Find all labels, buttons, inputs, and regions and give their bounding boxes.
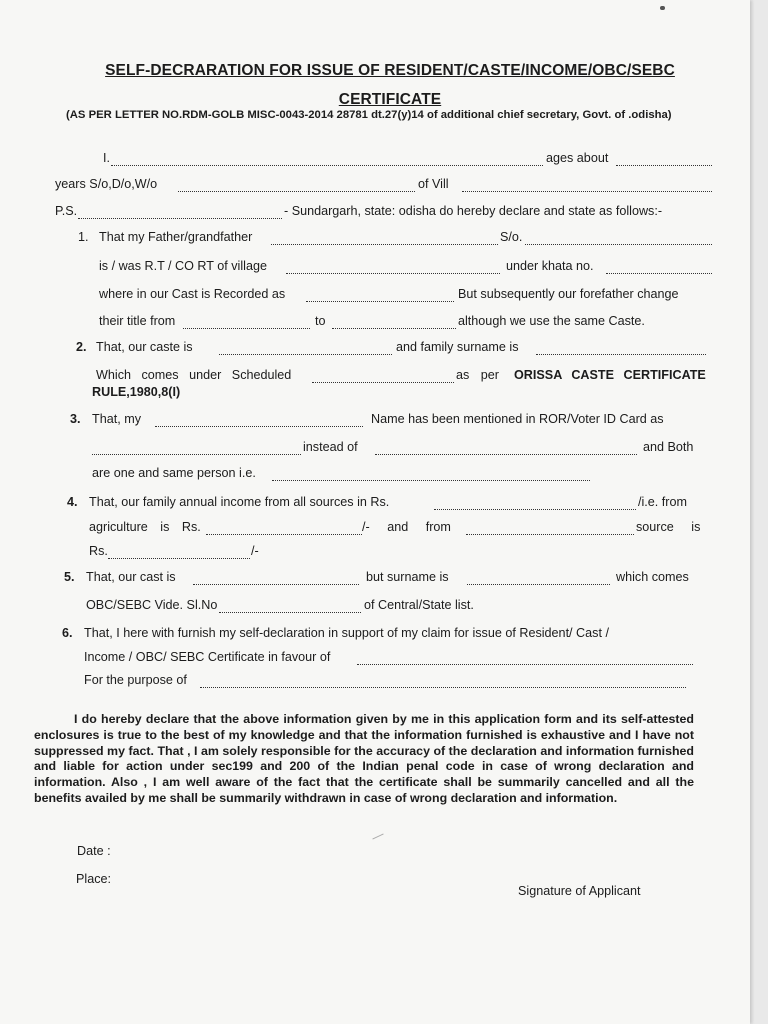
- item-3-text-a: That, my: [92, 412, 141, 426]
- relation-field[interactable]: [155, 412, 363, 427]
- item-5-text-e: of Central/State list.: [364, 598, 474, 612]
- intro-line-relation: [0, 177, 750, 195]
- source-income-field[interactable]: [108, 544, 250, 559]
- item-2-line-1: [0, 340, 750, 358]
- item-6-line-3: [0, 673, 750, 691]
- item-2-text-d: as per: [456, 368, 500, 382]
- item-5-line-2: [0, 598, 750, 616]
- item-5-text-c: which comes: [616, 570, 689, 584]
- item-number: 2.: [76, 340, 87, 354]
- item-4-text-b: /i.e. from: [638, 495, 687, 509]
- title-to-field[interactable]: [332, 314, 456, 329]
- item-number: 3.: [70, 412, 81, 426]
- item-number: 4.: [67, 495, 78, 509]
- item-3-line-1: [0, 412, 750, 430]
- intro-line-name: [0, 151, 750, 169]
- intro-line-ps: [0, 204, 750, 222]
- agriculture-income-field[interactable]: [206, 520, 362, 535]
- item-6-text-b: Income / OBC/ SEBC Certificate in favour of: [84, 650, 331, 664]
- item-2-line-3: [0, 385, 750, 403]
- village-label: of Vill: [418, 177, 449, 191]
- date-label: Date :: [77, 844, 111, 858]
- item-1-text-d: under khata no.: [506, 259, 594, 273]
- rt-village-field[interactable]: [286, 259, 500, 274]
- item-5-text-a: That, our cast is: [86, 570, 176, 584]
- item-6-text-a: That, I here with furnish my self-declaration in support of my claim for issue of Resident/ Cast /: [84, 626, 609, 640]
- document-title-continued: CERTIFICATE: [338, 91, 442, 108]
- item-2-text-c: Which comes under Scheduled: [96, 368, 292, 382]
- letter-reference: (AS PER LETTER NO.RDM-GOLB MISC-0043-2014 28781 dt.27(y)14 of additional chief secretary, Govt. of .odisha): [66, 109, 672, 121]
- item-4-line-2: [0, 520, 750, 538]
- item-4-line-3: [0, 544, 750, 562]
- document-title: SELF-DECRARATION FOR ISSUE OF RESIDENT/CASTE/INCOME/OBC/SEBC: [105, 62, 675, 79]
- item-4-text-e: source is: [636, 520, 701, 534]
- declaration-paragraph: I do hereby declare that the above information given by me in this application form and its self-attested enclosures is true to the best of my knowledge and that the information furnished is exhaustive and I have not suppressed my fact. That , I am solely responsible for the accuracy of the declaration and information furnished and liable for action under sec199 and 200 of the Indian penal code in case of wrong declaration and information. Also , I am well aware of the fact that the certificate shall be summarily cancelled and all the benefits availed by me shall be summarily withdrawn in case of wrong declaration and information.: [34, 712, 694, 805]
- recorded-cast-field[interactable]: [306, 287, 454, 302]
- item-2-text-a: That, our caste is: [96, 340, 193, 354]
- item-number: 5.: [64, 570, 75, 584]
- item-1-line-3: [0, 287, 750, 305]
- name-field[interactable]: [111, 151, 543, 166]
- item-6-line-1: [0, 626, 750, 644]
- scheduled-field[interactable]: [312, 368, 454, 383]
- khata-no-field[interactable]: [606, 259, 712, 274]
- certificate-favour-field[interactable]: [357, 650, 693, 665]
- police-station-field[interactable]: [78, 204, 282, 219]
- paper-speck: [660, 6, 665, 10]
- item-2-text-b: and family surname is: [396, 340, 519, 354]
- intro-declare-text: - Sundargarh, state: odisha do hereby declare and state as follows:-: [284, 204, 663, 218]
- item-5-line-1: [0, 570, 750, 588]
- item-2-line-2: [0, 368, 750, 386]
- item-1-line-1: [0, 230, 750, 248]
- item-1-text-b: S/o.: [500, 230, 523, 244]
- item-1-text-h: to: [315, 314, 326, 328]
- grandfather-name-field[interactable]: [525, 230, 712, 245]
- ror-name-field[interactable]: [92, 440, 301, 455]
- purpose-field[interactable]: [200, 673, 686, 688]
- age-field[interactable]: [616, 151, 712, 166]
- item-4-text-a: That, our family annual income from all sources in Rs.: [89, 495, 390, 509]
- cast-field[interactable]: [193, 570, 359, 585]
- item-1-text-g: their title from: [99, 314, 176, 328]
- item-6-line-2: [0, 650, 750, 668]
- village-field[interactable]: [462, 177, 712, 192]
- item-number: 6.: [62, 626, 73, 640]
- item-3-text-c: instead of: [303, 440, 358, 454]
- item-1-text-f: But subsequently our forefather change: [458, 287, 679, 301]
- signature-label: Signature of Applicant: [518, 884, 641, 898]
- annual-income-field[interactable]: [434, 495, 636, 510]
- surname-field[interactable]: [467, 570, 610, 585]
- item-4-line-1: [0, 495, 750, 513]
- item-1-text-e: where in our Cast is Recorded as: [99, 287, 286, 301]
- ps-label: P.S.: [55, 204, 78, 218]
- item-1-text-i: although we use the same Caste.: [458, 314, 645, 328]
- pen-mark: [372, 834, 383, 840]
- father-name-field[interactable]: [271, 230, 498, 245]
- item-3-line-2: [0, 440, 750, 458]
- item-3-text-e: are one and same person i.e.: [92, 466, 256, 480]
- caste-field[interactable]: [219, 340, 392, 355]
- other-source-income-field[interactable]: [466, 520, 634, 535]
- family-surname-field[interactable]: [536, 340, 706, 355]
- item-1-line-2: [0, 259, 750, 277]
- item-2-rule-name: ORISSA CASTE CERTIFICATE: [514, 368, 706, 382]
- item-3-line-3: [0, 466, 750, 484]
- item-4-text-g: /-: [251, 544, 259, 558]
- instead-of-field[interactable]: [375, 440, 637, 455]
- item-6-text-c: For the purpose of: [84, 673, 187, 687]
- item-1-text-c: is / was R.T / CO RT of village: [99, 259, 267, 273]
- place-label: Place:: [76, 872, 112, 886]
- item-3-text-d: and Both: [643, 440, 694, 454]
- title-from-field[interactable]: [183, 314, 310, 329]
- item-4-text-f: Rs.: [89, 544, 108, 558]
- item-5-text-d: OBC/SEBC Vide. Sl.No: [86, 598, 218, 612]
- ages-label: ages about: [546, 151, 609, 165]
- item-4-text-c: agriculture is Rs.: [89, 520, 201, 534]
- item-3-text-b: Name has been mentioned in ROR/Voter ID Card as: [371, 412, 664, 426]
- intro-i-label: I.: [103, 151, 110, 165]
- item-5-text-b: but surname is: [366, 570, 449, 584]
- sl-no-field[interactable]: [219, 598, 361, 613]
- item-4-text-d: /- and from: [362, 520, 451, 534]
- item-1-text-a: That my Father/grandfather: [99, 230, 253, 244]
- relation-label: years S/o,D/o,W/o: [55, 177, 158, 191]
- same-person-field[interactable]: [272, 466, 590, 481]
- relation-name-field[interactable]: [178, 177, 415, 192]
- item-number: 1.: [78, 230, 89, 244]
- item-1-line-4: [0, 314, 750, 332]
- item-2-rule-ref: RULE,1980,8(I): [92, 385, 181, 399]
